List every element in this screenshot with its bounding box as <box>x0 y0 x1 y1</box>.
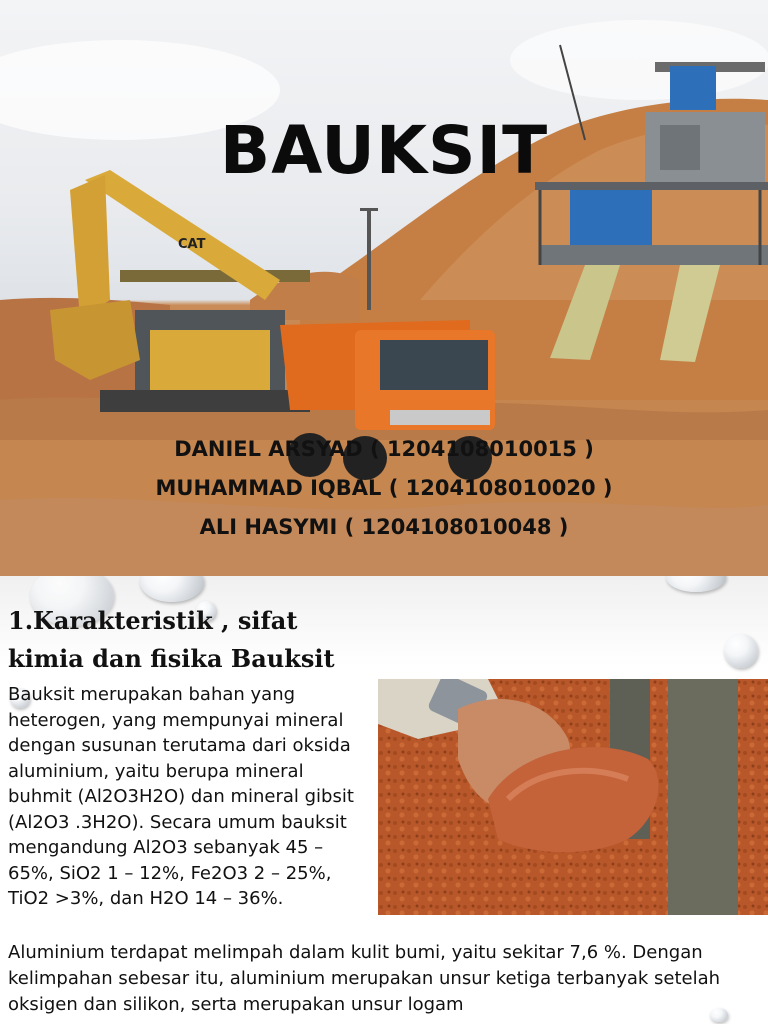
author-item: DANIEL ARSYAD ( 1204108010015 ) <box>174 437 594 461</box>
water-drop-decoration <box>724 634 758 668</box>
bauxite-rock-photo <box>378 679 768 915</box>
cat-logo: CAT <box>178 237 206 252</box>
content-slide <box>0 576 768 1024</box>
aluminium-abundance-text: Aluminium terdapat melimpah dalam kulit bumi, yaitu sekitar 7,6 %. Dengan kelimpahan sebesar itu, aluminium merupakan unsur ketiga terbanyak setelah oksigen dan silikon, serta merupakan unsur logam <box>8 942 721 1015</box>
water-drop-decoration <box>666 576 726 592</box>
water-drop-decoration <box>140 576 204 602</box>
author-item: ALI HASYMI ( 1204108010048 ) <box>199 515 569 539</box>
excavator <box>50 170 310 412</box>
bauxite-description: Bauksit merupakan bahan yang heterogen, yang mempunyai mineral dengan susunan terutama dari oksida aluminium, yaitu berupa mineral buhmit (Al2O3H2O) dan mineral gibsit (Al2O3 .3H2O). Secara umum bauksit mengandung Al2O3 sebanyak 45 – 65%, SiO2 1 – 12%, Fe2O3 2 – 25%, TiO2 >3%, dan H2O 14 – 36%. <box>8 684 354 909</box>
section-heading: 1.Karakteristik , sifat kimia dan fisika Bauksit <box>8 606 335 673</box>
author-item: MUHAMMAD IQBAL ( 1204108010020 ) <box>155 476 613 500</box>
author-list <box>0 430 768 547</box>
slide-title: BAUKSIT <box>219 112 549 189</box>
